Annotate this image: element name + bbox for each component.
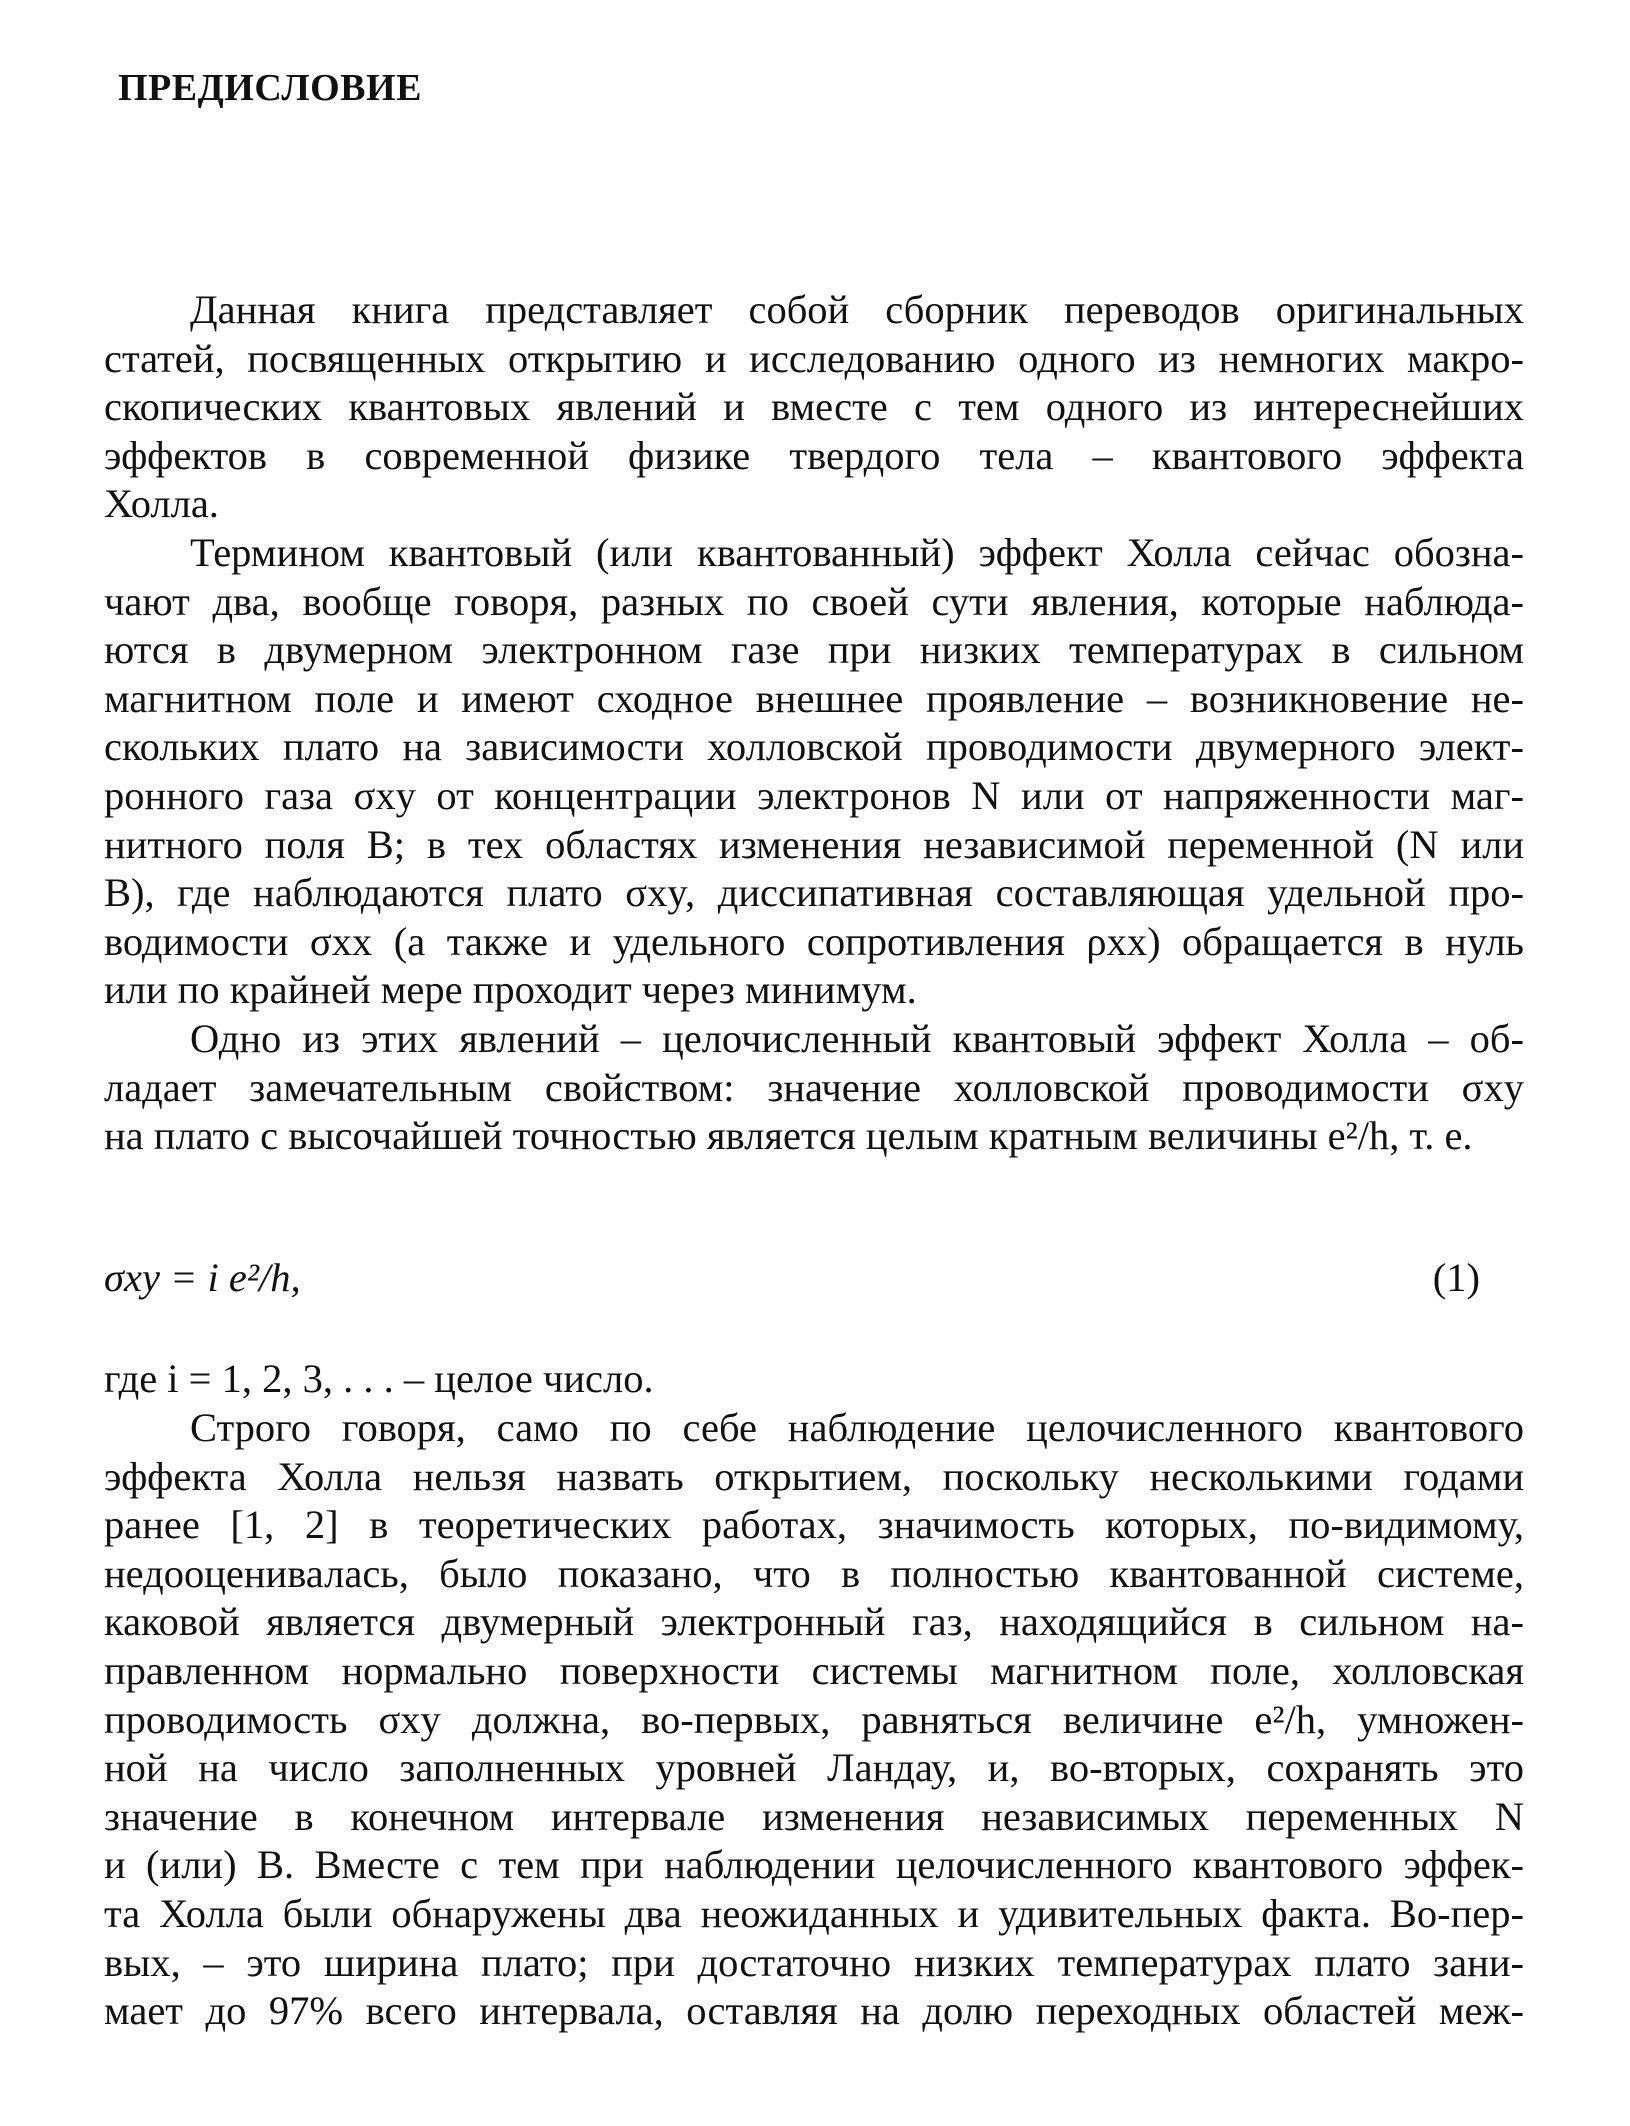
- text-line: вых, – это ширина плато; при достаточно низких температурах плато зани-: [104, 1939, 1524, 1985]
- text-line: скольких плато на зависимости холловской проводимости двумерного элект-: [104, 724, 1524, 770]
- text-line: Строго говоря, само по себе наблюдение целочисленного квантового: [190, 1405, 1524, 1450]
- text-line: B), где наблюдаются плато σxy, диссипативная составляющая удельной про-: [104, 870, 1524, 916]
- text-line: и (или) B. Вместе с тем при наблюдении целочисленного квантового эффек-: [104, 1842, 1524, 1888]
- text-line: или по крайней мере проходит через минимум.: [104, 967, 917, 1013]
- equation-1: [104, 1254, 1480, 1301]
- text-line: правленном нормально поверхности системы магнитном поле, холловская: [104, 1647, 1524, 1693]
- text-line: недооценивалась, было показано, что в полностью квантованной системе,: [104, 1550, 1524, 1596]
- text-line: водимости σxx (а также и удельного сопротивления ρxx) обращается в нуль: [104, 918, 1524, 964]
- text-line: ной на число заполненных уровней Ландау, и, во-вторых, сохранять это: [104, 1745, 1524, 1791]
- paragraph-integer-effect: [104, 1015, 1524, 1161]
- text-line: Данная книга представляет собой сборник переводов оригинальных: [190, 287, 1524, 332]
- text-line: скопических квантовых явлений и вместе с тем одного из интереснейших: [104, 384, 1524, 430]
- text-line: Одно из этих явлений – целочисленный квантовый эффект Холла – об-: [190, 1016, 1524, 1061]
- paragraph: [104, 1404, 1524, 2036]
- equation-expression: σxy = i e²/h,: [104, 1255, 301, 1300]
- text-line: где i = 1, 2, 3, . . . – целое число.: [104, 1356, 654, 1401]
- paragraph-discovery: [104, 1404, 1524, 2036]
- text-line: мает до 97% всего интервала, оставляя на долю переходных областей меж-: [104, 1988, 1524, 2034]
- text-line: эффекта Холла нельзя назвать открытием, поскольку несколькими годами: [104, 1453, 1524, 1499]
- text-line: та Холла были обнаружены два неожиданных и удивительных факта. Во-пер-: [104, 1890, 1524, 1936]
- text-line: нитного поля B; в тех областях изменения независимой переменной (N или: [104, 821, 1524, 867]
- paragraph: [104, 286, 1524, 529]
- paragraph: [104, 529, 1524, 1015]
- text-line: каковой является двумерный электронный газ, находящийся в сильном на-: [104, 1599, 1524, 1645]
- text-line: ются в двумерном электронном газе при низких температурах в сильном: [104, 627, 1524, 673]
- text-line: эффектов в современной физике твердого тела – квантового эффекта: [104, 432, 1524, 478]
- text-line: Термином квантовый (или квантованный) эффект Холла сейчас обозна-: [190, 530, 1524, 575]
- paragraph: [104, 1015, 1524, 1161]
- text-line: чают два, вообще говоря, разных по своей сути явления, которые наблюда-: [104, 578, 1524, 624]
- paragraph-terms: [104, 529, 1524, 1015]
- text-line: статей, посвященных открытию и исследованию одного из немногих макро-: [104, 335, 1524, 381]
- text-line: ранее [1, 2] в теоретических работах, значимость которых, по-видимому,: [104, 1502, 1524, 1548]
- equation-number: (1): [1432, 1255, 1480, 1300]
- text-line: магнитном поле и имеют сходное внешнее проявление – возникновение не-: [104, 675, 1524, 721]
- text-line: на плато с высочайшей точностью является целым кратным величины e²/h, т. е.: [104, 1113, 1473, 1159]
- text-line: ладает замечательным свойством: значение холловской проводимости σxy: [104, 1064, 1524, 1110]
- text-line: значение в конечном интервале изменения независимых переменных N: [104, 1793, 1524, 1839]
- paragraph: [104, 1355, 1524, 1404]
- text-line: Холла.: [104, 481, 219, 527]
- section-heading: ПРЕДИСЛОВИЕ: [118, 67, 422, 109]
- paragraph-intro: [104, 286, 1524, 529]
- text-line: проводимость σxy должна, во-первых, равняться величине e²/h, умножен-: [104, 1696, 1524, 1742]
- text-line: ронного газа σxy от концентрации электронов N или от напряженности маг-: [104, 772, 1524, 818]
- paragraph-where: [104, 1355, 1524, 1404]
